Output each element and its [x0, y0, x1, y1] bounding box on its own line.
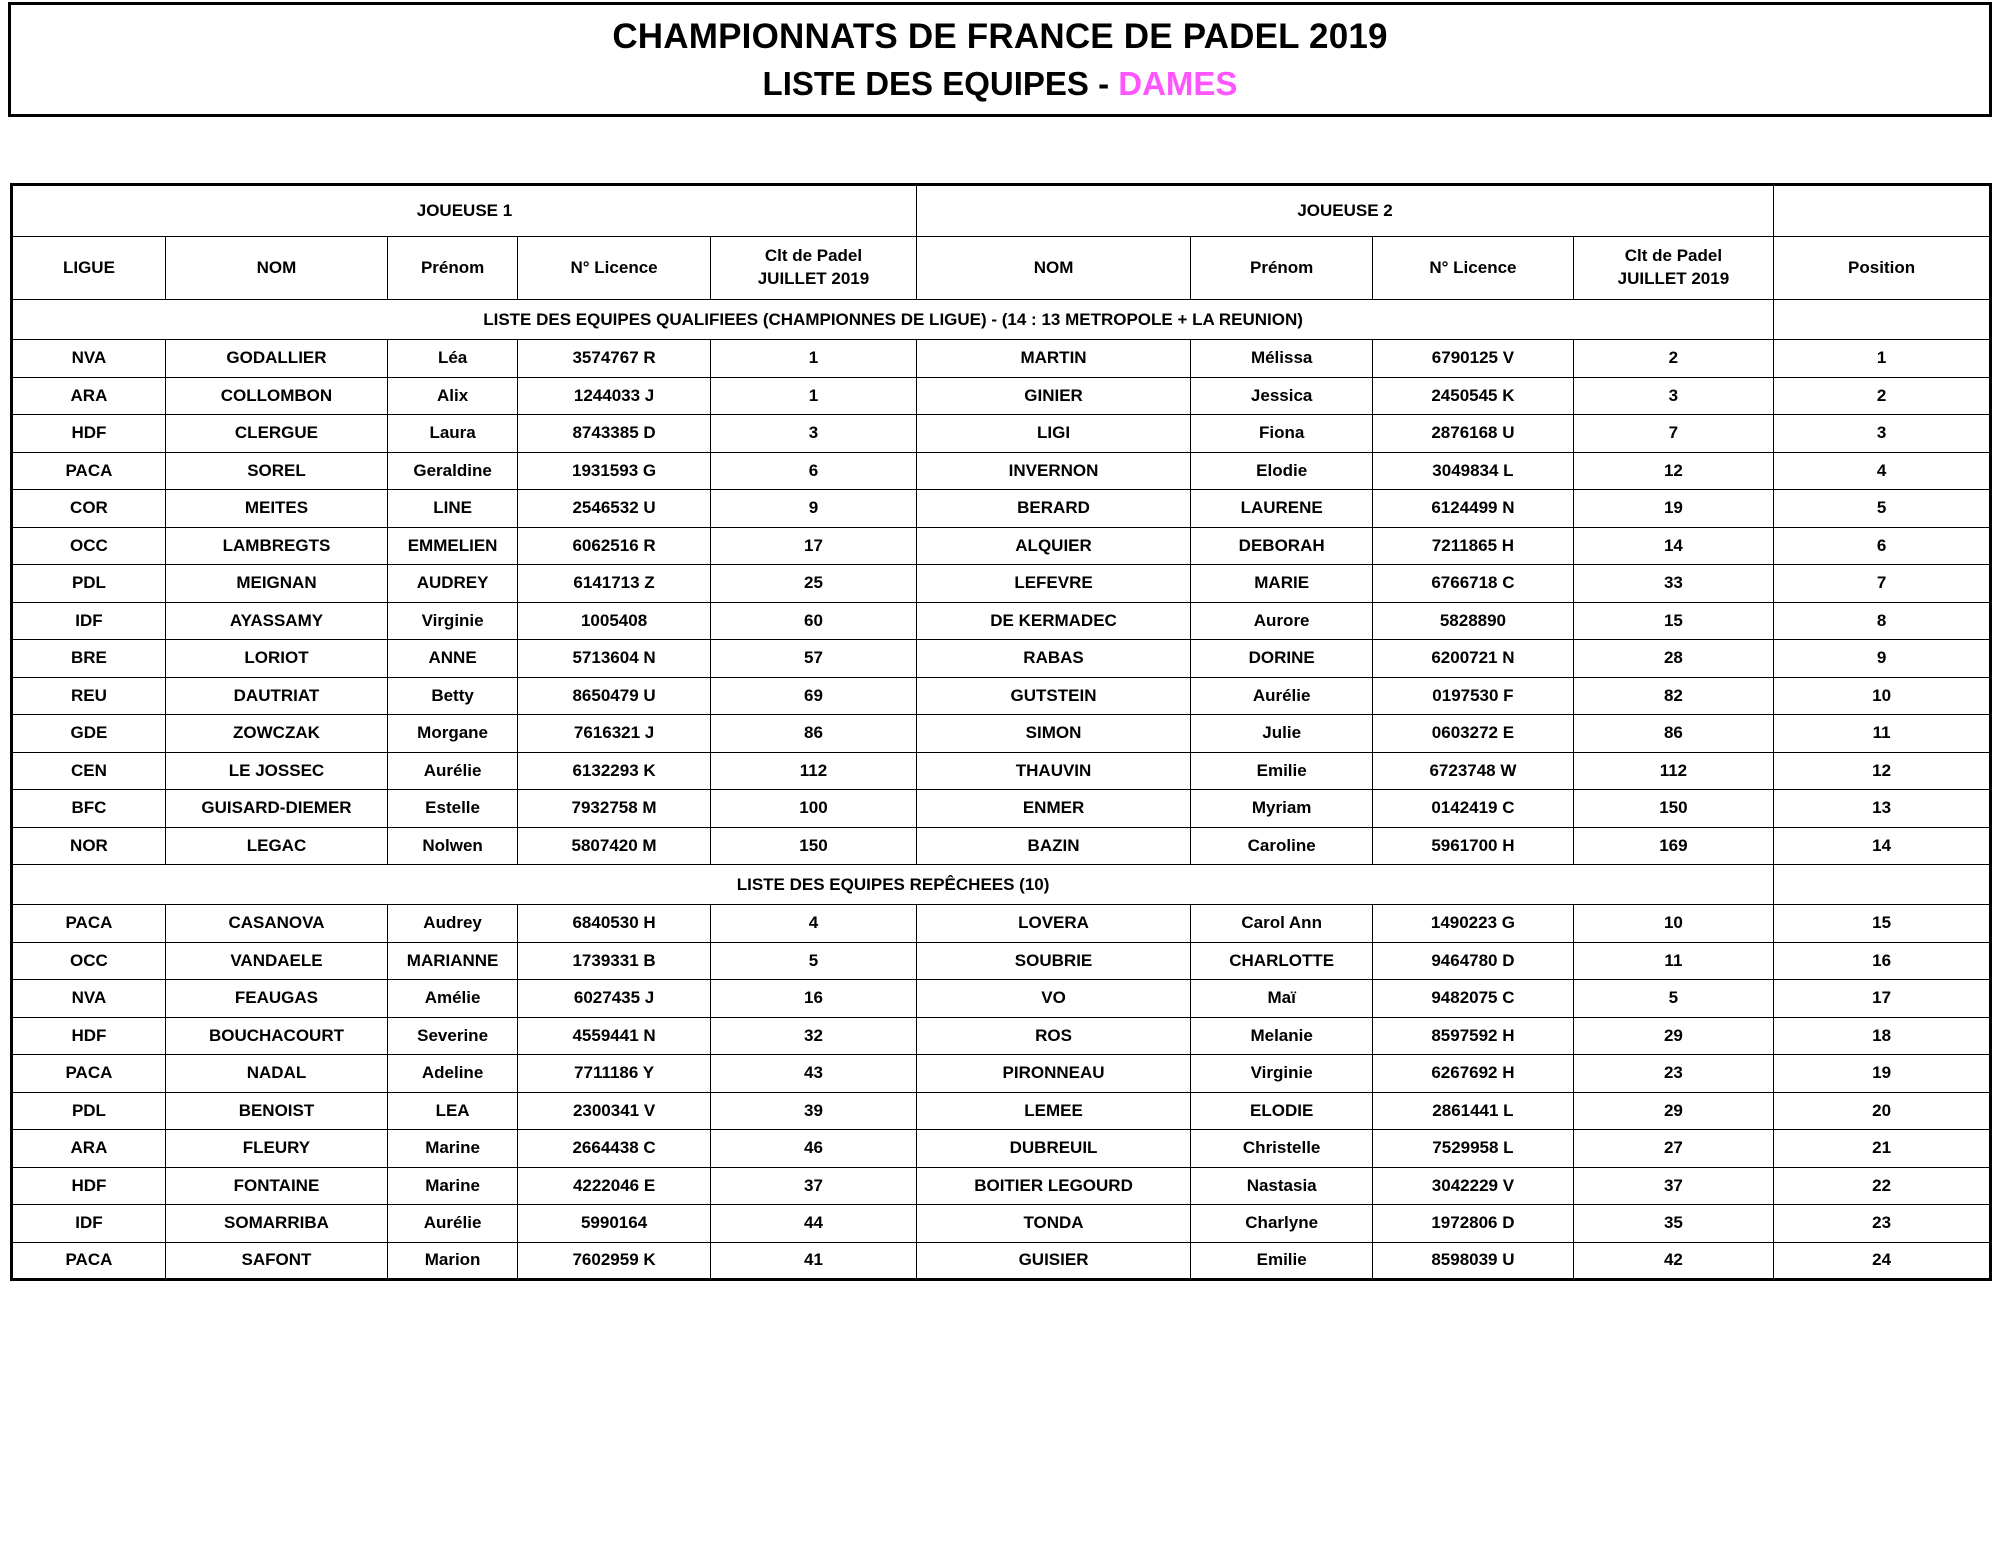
cell-position: 17 — [1774, 980, 1991, 1018]
cell-p2-nom: GINIER — [916, 377, 1190, 415]
cell-p1-nom: LEGAC — [165, 827, 387, 865]
cell-p2-prenom: Virginie — [1191, 1055, 1373, 1093]
cell-p2-licence: 9464780 D — [1373, 942, 1573, 980]
table-row[interactable] — [12, 527, 1991, 565]
cell-p2-clt: 29 — [1573, 1092, 1773, 1130]
cell-p2-clt: 150 — [1573, 790, 1773, 828]
cell-p1-clt: 16 — [711, 980, 917, 1018]
cell-position: 16 — [1774, 942, 1991, 980]
table-row[interactable] — [12, 415, 1991, 453]
page-subtitle-prefix: LISTE DES EQUIPES - — [762, 64, 1119, 102]
table-row[interactable] — [12, 1205, 1991, 1243]
table-row[interactable] — [12, 377, 1991, 415]
cell-position: 2 — [1774, 377, 1991, 415]
cell-p2-clt: 11 — [1573, 942, 1773, 980]
cell-p1-licence: 6840530 H — [518, 905, 711, 943]
cell-p1-nom: SOREL — [165, 452, 387, 490]
page-subtitle-accent: DAMES — [1118, 64, 1238, 102]
cell-p1-prenom: Virginie — [388, 602, 518, 640]
cell-position: 20 — [1774, 1092, 1991, 1130]
cell-p2-clt: 169 — [1573, 827, 1773, 865]
cell-p2-clt: 27 — [1573, 1130, 1773, 1168]
cell-ligue: NVA — [12, 980, 166, 1018]
page-subtitle — [763, 63, 1238, 104]
cell-position: 4 — [1774, 452, 1991, 490]
cell-p1-clt: 5 — [711, 942, 917, 980]
cell-p2-licence: 6723748 W — [1373, 752, 1573, 790]
cell-ligue: PACA — [12, 1242, 166, 1280]
cell-p1-prenom: Aurélie — [388, 1205, 518, 1243]
table-row[interactable] — [12, 490, 1991, 528]
cell-p1-licence: 8743385 D — [518, 415, 711, 453]
cell-p1-nom: NADAL — [165, 1055, 387, 1093]
cell-p2-prenom: Maï — [1191, 980, 1373, 1018]
cell-p1-nom: SAFONT — [165, 1242, 387, 1280]
cell-p1-prenom: Geraldine — [388, 452, 518, 490]
cell-p2-nom: ROS — [916, 1017, 1190, 1055]
table-row[interactable] — [12, 602, 1991, 640]
cell-p2-licence: 2450545 K — [1373, 377, 1573, 415]
cell-p1-licence: 7932758 M — [518, 790, 711, 828]
cell-p2-prenom: Melanie — [1191, 1017, 1373, 1055]
cell-p1-licence: 6132293 K — [518, 752, 711, 790]
cell-position: 13 — [1774, 790, 1991, 828]
cell-ligue: PACA — [12, 452, 166, 490]
cell-p1-licence: 2664438 C — [518, 1130, 711, 1168]
cell-p2-clt: 35 — [1573, 1205, 1773, 1243]
cell-p1-licence: 1244033 J — [518, 377, 711, 415]
table-head — [12, 185, 1991, 300]
cell-p1-clt: 57 — [711, 640, 917, 678]
cell-p1-prenom: Estelle — [388, 790, 518, 828]
cell-p1-clt: 39 — [711, 1092, 917, 1130]
cell-p1-clt: 86 — [711, 715, 917, 753]
cell-p2-prenom: Fiona — [1191, 415, 1373, 453]
section-banner-row — [12, 865, 1991, 905]
cell-position: 22 — [1774, 1167, 1991, 1205]
cell-p1-clt: 100 — [711, 790, 917, 828]
cell-p2-licence: 2861441 L — [1373, 1092, 1573, 1130]
cell-p2-clt: 86 — [1573, 715, 1773, 753]
cell-p1-prenom: Léa — [388, 340, 518, 378]
cell-p2-nom: VO — [916, 980, 1190, 1018]
table-row[interactable] — [12, 340, 1991, 378]
cell-p1-nom: GUISARD-DIEMER — [165, 790, 387, 828]
cell-position: 8 — [1774, 602, 1991, 640]
column-header-p1-clt — [711, 237, 917, 300]
cell-p2-nom: DE KERMADEC — [916, 602, 1190, 640]
cell-p2-nom: GUISIER — [916, 1242, 1190, 1280]
cell-p2-prenom: Christelle — [1191, 1130, 1373, 1168]
cell-p1-clt: 32 — [711, 1017, 917, 1055]
cell-p2-licence: 6766718 C — [1373, 565, 1573, 603]
cell-position: 9 — [1774, 640, 1991, 678]
cell-p2-licence: 1972806 D — [1373, 1205, 1573, 1243]
cell-p1-clt: 3 — [711, 415, 917, 453]
cell-p1-clt: 25 — [711, 565, 917, 603]
cell-p2-clt: 19 — [1573, 490, 1773, 528]
cell-p2-prenom: Julie — [1191, 715, 1373, 753]
cell-position: 10 — [1774, 677, 1991, 715]
cell-p1-nom: GODALLIER — [165, 340, 387, 378]
table-row[interactable] — [12, 752, 1991, 790]
cell-p2-prenom: Jessica — [1191, 377, 1373, 415]
cell-ligue: BRE — [12, 640, 166, 678]
cell-p1-licence: 5990164 — [518, 1205, 711, 1243]
cell-position: 3 — [1774, 415, 1991, 453]
cell-ligue: BFC — [12, 790, 166, 828]
table-row[interactable] — [12, 452, 1991, 490]
cell-p1-clt: 17 — [711, 527, 917, 565]
cell-p1-prenom: Severine — [388, 1017, 518, 1055]
cell-p2-prenom: Mélissa — [1191, 340, 1373, 378]
cell-ligue: NVA — [12, 340, 166, 378]
cell-ligue: OCC — [12, 527, 166, 565]
cell-p2-licence: 0603272 E — [1373, 715, 1573, 753]
cell-p1-clt: 41 — [711, 1242, 917, 1280]
cell-p2-prenom: Myriam — [1191, 790, 1373, 828]
cell-position: 21 — [1774, 1130, 1991, 1168]
cell-p2-licence: 2876168 U — [1373, 415, 1573, 453]
column-header-p2-clt-line2: JUILLET 2019 — [1617, 269, 1730, 288]
column-header-row — [12, 237, 1991, 300]
cell-p2-clt: 23 — [1573, 1055, 1773, 1093]
cell-p2-licence: 6267692 H — [1373, 1055, 1573, 1093]
cell-p2-prenom: MARIE — [1191, 565, 1373, 603]
cell-p2-clt: 33 — [1573, 565, 1773, 603]
cell-p2-clt: 7 — [1573, 415, 1773, 453]
cell-p1-licence: 5713604 N — [518, 640, 711, 678]
cell-p1-prenom: Marine — [388, 1130, 518, 1168]
cell-position: 24 — [1774, 1242, 1991, 1280]
cell-p1-licence: 4559441 N — [518, 1017, 711, 1055]
cell-p1-clt: 4 — [711, 905, 917, 943]
column-header-p1-clt-line2: JUILLET 2019 — [757, 269, 870, 288]
cell-p1-clt: 44 — [711, 1205, 917, 1243]
cell-ligue: OCC — [12, 942, 166, 980]
cell-p1-licence: 8650479 U — [518, 677, 711, 715]
cell-p1-prenom: LEA — [388, 1092, 518, 1130]
cell-p2-clt: 15 — [1573, 602, 1773, 640]
column-header-p2-licence: N° Licence — [1373, 237, 1573, 300]
cell-p2-prenom: Aurélie — [1191, 677, 1373, 715]
cell-position: 15 — [1774, 905, 1991, 943]
cell-p1-licence: 5807420 M — [518, 827, 711, 865]
cell-p1-nom: LORIOT — [165, 640, 387, 678]
table-row[interactable] — [12, 677, 1991, 715]
cell-p2-clt: 12 — [1573, 452, 1773, 490]
cell-p2-prenom: ELODIE — [1191, 1092, 1373, 1130]
column-header-p2-clt — [1573, 237, 1773, 300]
cell-p1-prenom: Laura — [388, 415, 518, 453]
cell-p1-licence: 2546532 U — [518, 490, 711, 528]
cell-p2-nom: LEFEVRE — [916, 565, 1190, 603]
cell-p1-nom: FONTAINE — [165, 1167, 387, 1205]
cell-p2-licence: 8598039 U — [1373, 1242, 1573, 1280]
cell-position: 12 — [1774, 752, 1991, 790]
cell-p1-prenom: Marion — [388, 1242, 518, 1280]
cell-ligue: COR — [12, 490, 166, 528]
cell-p2-clt: 29 — [1573, 1017, 1773, 1055]
cell-position: 19 — [1774, 1055, 1991, 1093]
column-header-p2-nom: NOM — [916, 237, 1190, 300]
cell-p2-licence: 6124499 N — [1373, 490, 1573, 528]
cell-p1-licence: 4222046 E — [518, 1167, 711, 1205]
cell-position: 1 — [1774, 340, 1991, 378]
cell-p2-nom: BOITIER LEGOURD — [916, 1167, 1190, 1205]
cell-position: 6 — [1774, 527, 1991, 565]
cell-p2-prenom: Caroline — [1191, 827, 1373, 865]
cell-p2-prenom: CHARLOTTE — [1191, 942, 1373, 980]
cell-position: 23 — [1774, 1205, 1991, 1243]
cell-p2-prenom: Charlyne — [1191, 1205, 1373, 1243]
cell-p1-prenom: Nolwen — [388, 827, 518, 865]
cell-p2-licence: 6790125 V — [1373, 340, 1573, 378]
cell-ligue: HDF — [12, 1167, 166, 1205]
table-row[interactable] — [12, 1055, 1991, 1093]
cell-ligue: CEN — [12, 752, 166, 790]
table-row[interactable] — [12, 1130, 1991, 1168]
section-banner-tail — [1774, 865, 1991, 905]
cell-p1-prenom: ANNE — [388, 640, 518, 678]
cell-p2-nom: THAUVIN — [916, 752, 1190, 790]
column-header-p1-licence: N° Licence — [518, 237, 711, 300]
cell-p1-prenom: MARIANNE — [388, 942, 518, 980]
cell-p2-clt: 112 — [1573, 752, 1773, 790]
table-row[interactable] — [12, 715, 1991, 753]
section-banner-tail — [1774, 300, 1991, 340]
cell-p2-licence: 3049834 L — [1373, 452, 1573, 490]
cell-p1-nom: CASANOVA — [165, 905, 387, 943]
cell-ligue: GDE — [12, 715, 166, 753]
cell-p2-licence: 5828890 — [1373, 602, 1573, 640]
cell-p1-nom: AYASSAMY — [165, 602, 387, 640]
table-row[interactable] — [12, 980, 1991, 1018]
section-banner-label: LISTE DES EQUIPES QUALIFIEES (CHAMPIONNES DE LIGUE) - (14 : 13 METROPOLE + LA REUNION) — [12, 300, 1774, 340]
cell-p1-prenom: LINE — [388, 490, 518, 528]
cell-p1-nom: MEITES — [165, 490, 387, 528]
cell-p2-clt: 3 — [1573, 377, 1773, 415]
cell-p1-prenom: Adeline — [388, 1055, 518, 1093]
column-header-p2-clt-line1: Clt de Padel — [1624, 246, 1723, 266]
column-header-p1-prenom: Prénom — [388, 237, 518, 300]
cell-p2-nom: INVERNON — [916, 452, 1190, 490]
cell-p2-clt: 42 — [1573, 1242, 1773, 1280]
page-title: CHAMPIONNATS DE FRANCE DE PADEL 2019 — [612, 17, 1388, 56]
cell-p1-licence: 3574767 R — [518, 340, 711, 378]
cell-p2-nom: BAZIN — [916, 827, 1190, 865]
cell-p2-licence: 5961700 H — [1373, 827, 1573, 865]
cell-p2-licence: 3042229 V — [1373, 1167, 1573, 1205]
table-row[interactable] — [12, 790, 1991, 828]
cell-p2-prenom: LAURENE — [1191, 490, 1373, 528]
cell-p1-prenom: EMMELIEN — [388, 527, 518, 565]
cell-ligue: HDF — [12, 415, 166, 453]
cell-p1-clt: 1 — [711, 377, 917, 415]
table-row[interactable] — [12, 1017, 1991, 1055]
section-banner-label: LISTE DES EQUIPES REPÊCHEES (10) — [12, 865, 1774, 905]
cell-p1-nom: BENOIST — [165, 1092, 387, 1130]
cell-p2-licence: 0142419 C — [1373, 790, 1573, 828]
cell-p1-prenom: Amélie — [388, 980, 518, 1018]
cell-p2-prenom: Emilie — [1191, 752, 1373, 790]
cell-p1-licence: 1931593 G — [518, 452, 711, 490]
cell-ligue: ARA — [12, 377, 166, 415]
cell-p2-licence: 6200721 N — [1373, 640, 1573, 678]
cell-p2-prenom: Emilie — [1191, 1242, 1373, 1280]
cell-ligue: ARA — [12, 1130, 166, 1168]
cell-p2-nom: SIMON — [916, 715, 1190, 753]
cell-p1-licence: 6141713 Z — [518, 565, 711, 603]
cell-p1-nom: LE JOSSEC — [165, 752, 387, 790]
cell-p2-nom: SOUBRIE — [916, 942, 1190, 980]
cell-p1-nom: DAUTRIAT — [165, 677, 387, 715]
cell-p1-nom: BOUCHACOURT — [165, 1017, 387, 1055]
cell-p2-nom: GUTSTEIN — [916, 677, 1190, 715]
cell-p2-licence: 7529958 L — [1373, 1130, 1573, 1168]
cell-p2-nom: DUBREUIL — [916, 1130, 1190, 1168]
cell-position: 14 — [1774, 827, 1991, 865]
cell-p2-nom: MARTIN — [916, 340, 1190, 378]
cell-p2-clt: 5 — [1573, 980, 1773, 1018]
cell-position: 11 — [1774, 715, 1991, 753]
cell-p2-clt: 82 — [1573, 677, 1773, 715]
cell-p2-nom: ENMER — [916, 790, 1190, 828]
cell-p2-prenom: DEBORAH — [1191, 527, 1373, 565]
cell-p2-clt: 28 — [1573, 640, 1773, 678]
cell-p1-licence: 7711186 Y — [518, 1055, 711, 1093]
table-row[interactable] — [12, 942, 1991, 980]
cell-ligue: HDF — [12, 1017, 166, 1055]
cell-p1-nom: COLLOMBON — [165, 377, 387, 415]
cell-p2-prenom: Elodie — [1191, 452, 1373, 490]
cell-p2-nom: PIRONNEAU — [916, 1055, 1190, 1093]
column-header-p1-clt-line1: Clt de Padel — [764, 246, 863, 266]
table-row[interactable] — [12, 1167, 1991, 1205]
cell-ligue: PDL — [12, 1092, 166, 1130]
cell-p1-licence: 6027435 J — [518, 980, 711, 1018]
group-header-joueuse-1: JOUEUSE 1 — [12, 185, 917, 237]
cell-ligue: IDF — [12, 1205, 166, 1243]
column-header-p2-prenom: Prénom — [1191, 237, 1373, 300]
cell-p1-clt: 37 — [711, 1167, 917, 1205]
cell-p2-nom: LIGI — [916, 415, 1190, 453]
cell-p2-licence: 7211865 H — [1373, 527, 1573, 565]
teams-table — [10, 183, 1992, 1281]
cell-p1-nom: ZOWCZAK — [165, 715, 387, 753]
cell-p2-nom: BERARD — [916, 490, 1190, 528]
cell-p2-nom: TONDA — [916, 1205, 1190, 1243]
table-row[interactable] — [12, 827, 1991, 865]
cell-p2-clt: 14 — [1573, 527, 1773, 565]
cell-ligue: REU — [12, 677, 166, 715]
cell-p1-licence: 1005408 — [518, 602, 711, 640]
cell-p2-prenom: Aurore — [1191, 602, 1373, 640]
cell-ligue: NOR — [12, 827, 166, 865]
cell-ligue: PDL — [12, 565, 166, 603]
cell-p1-prenom: Aurélie — [388, 752, 518, 790]
cell-p1-nom: LAMBREGTS — [165, 527, 387, 565]
cell-p1-nom: FEAUGAS — [165, 980, 387, 1018]
cell-p1-clt: 60 — [711, 602, 917, 640]
cell-p2-clt: 10 — [1573, 905, 1773, 943]
cell-p1-nom: SOMARRIBA — [165, 1205, 387, 1243]
table-row[interactable] — [12, 1242, 1991, 1280]
section-banner-row — [12, 300, 1991, 340]
group-header-row — [12, 185, 1991, 237]
table-row[interactable] — [12, 565, 1991, 603]
table-row[interactable] — [12, 1092, 1991, 1130]
cell-p1-licence: 7602959 K — [518, 1242, 711, 1280]
column-header-p1-nom: NOM — [165, 237, 387, 300]
cell-p1-clt: 46 — [711, 1130, 917, 1168]
cell-p1-nom: FLEURY — [165, 1130, 387, 1168]
table-row[interactable] — [12, 640, 1991, 678]
document-title-block — [8, 2, 1992, 117]
cell-p2-prenom: Nastasia — [1191, 1167, 1373, 1205]
cell-p1-clt: 150 — [711, 827, 917, 865]
table-body — [12, 300, 1991, 1280]
cell-ligue: PACA — [12, 1055, 166, 1093]
cell-p1-prenom: AUDREY — [388, 565, 518, 603]
cell-ligue: PACA — [12, 905, 166, 943]
cell-p1-clt: 69 — [711, 677, 917, 715]
cell-p1-clt: 1 — [711, 340, 917, 378]
cell-p1-licence: 2300341 V — [518, 1092, 711, 1130]
cell-p1-nom: CLERGUE — [165, 415, 387, 453]
cell-p1-clt: 6 — [711, 452, 917, 490]
cell-position: 7 — [1774, 565, 1991, 603]
cell-p2-prenom: DORINE — [1191, 640, 1373, 678]
cell-p1-licence: 6062516 R — [518, 527, 711, 565]
cell-p1-clt: 112 — [711, 752, 917, 790]
column-header-ligue: LIGUE — [12, 237, 166, 300]
cell-p2-prenom: Carol Ann — [1191, 905, 1373, 943]
cell-p2-nom: RABAS — [916, 640, 1190, 678]
cell-position: 18 — [1774, 1017, 1991, 1055]
cell-p2-licence: 8597592 H — [1373, 1017, 1573, 1055]
group-header-position-blank — [1774, 185, 1991, 237]
cell-ligue: IDF — [12, 602, 166, 640]
cell-p2-nom: LEMEE — [916, 1092, 1190, 1130]
group-header-joueuse-2: JOUEUSE 2 — [916, 185, 1773, 237]
cell-p1-prenom: Marine — [388, 1167, 518, 1205]
cell-p1-licence: 7616321 J — [518, 715, 711, 753]
cell-p1-licence: 1739331 B — [518, 942, 711, 980]
cell-p2-licence: 1490223 G — [1373, 905, 1573, 943]
cell-p2-clt: 2 — [1573, 340, 1773, 378]
column-header-position: Position — [1774, 237, 1991, 300]
cell-position: 5 — [1774, 490, 1991, 528]
cell-p1-nom: MEIGNAN — [165, 565, 387, 603]
cell-p1-prenom: Betty — [388, 677, 518, 715]
table-row[interactable] — [12, 905, 1991, 943]
cell-p1-prenom: Audrey — [388, 905, 518, 943]
cell-p2-nom: LOVERA — [916, 905, 1190, 943]
cell-p1-clt: 9 — [711, 490, 917, 528]
cell-p2-licence: 9482075 C — [1373, 980, 1573, 1018]
cell-p1-clt: 43 — [711, 1055, 917, 1093]
cell-p1-nom: VANDAELE — [165, 942, 387, 980]
cell-p2-clt: 37 — [1573, 1167, 1773, 1205]
cell-p1-prenom: Alix — [388, 377, 518, 415]
cell-p2-nom: ALQUIER — [916, 527, 1190, 565]
cell-p1-prenom: Morgane — [388, 715, 518, 753]
cell-p2-licence: 0197530 F — [1373, 677, 1573, 715]
